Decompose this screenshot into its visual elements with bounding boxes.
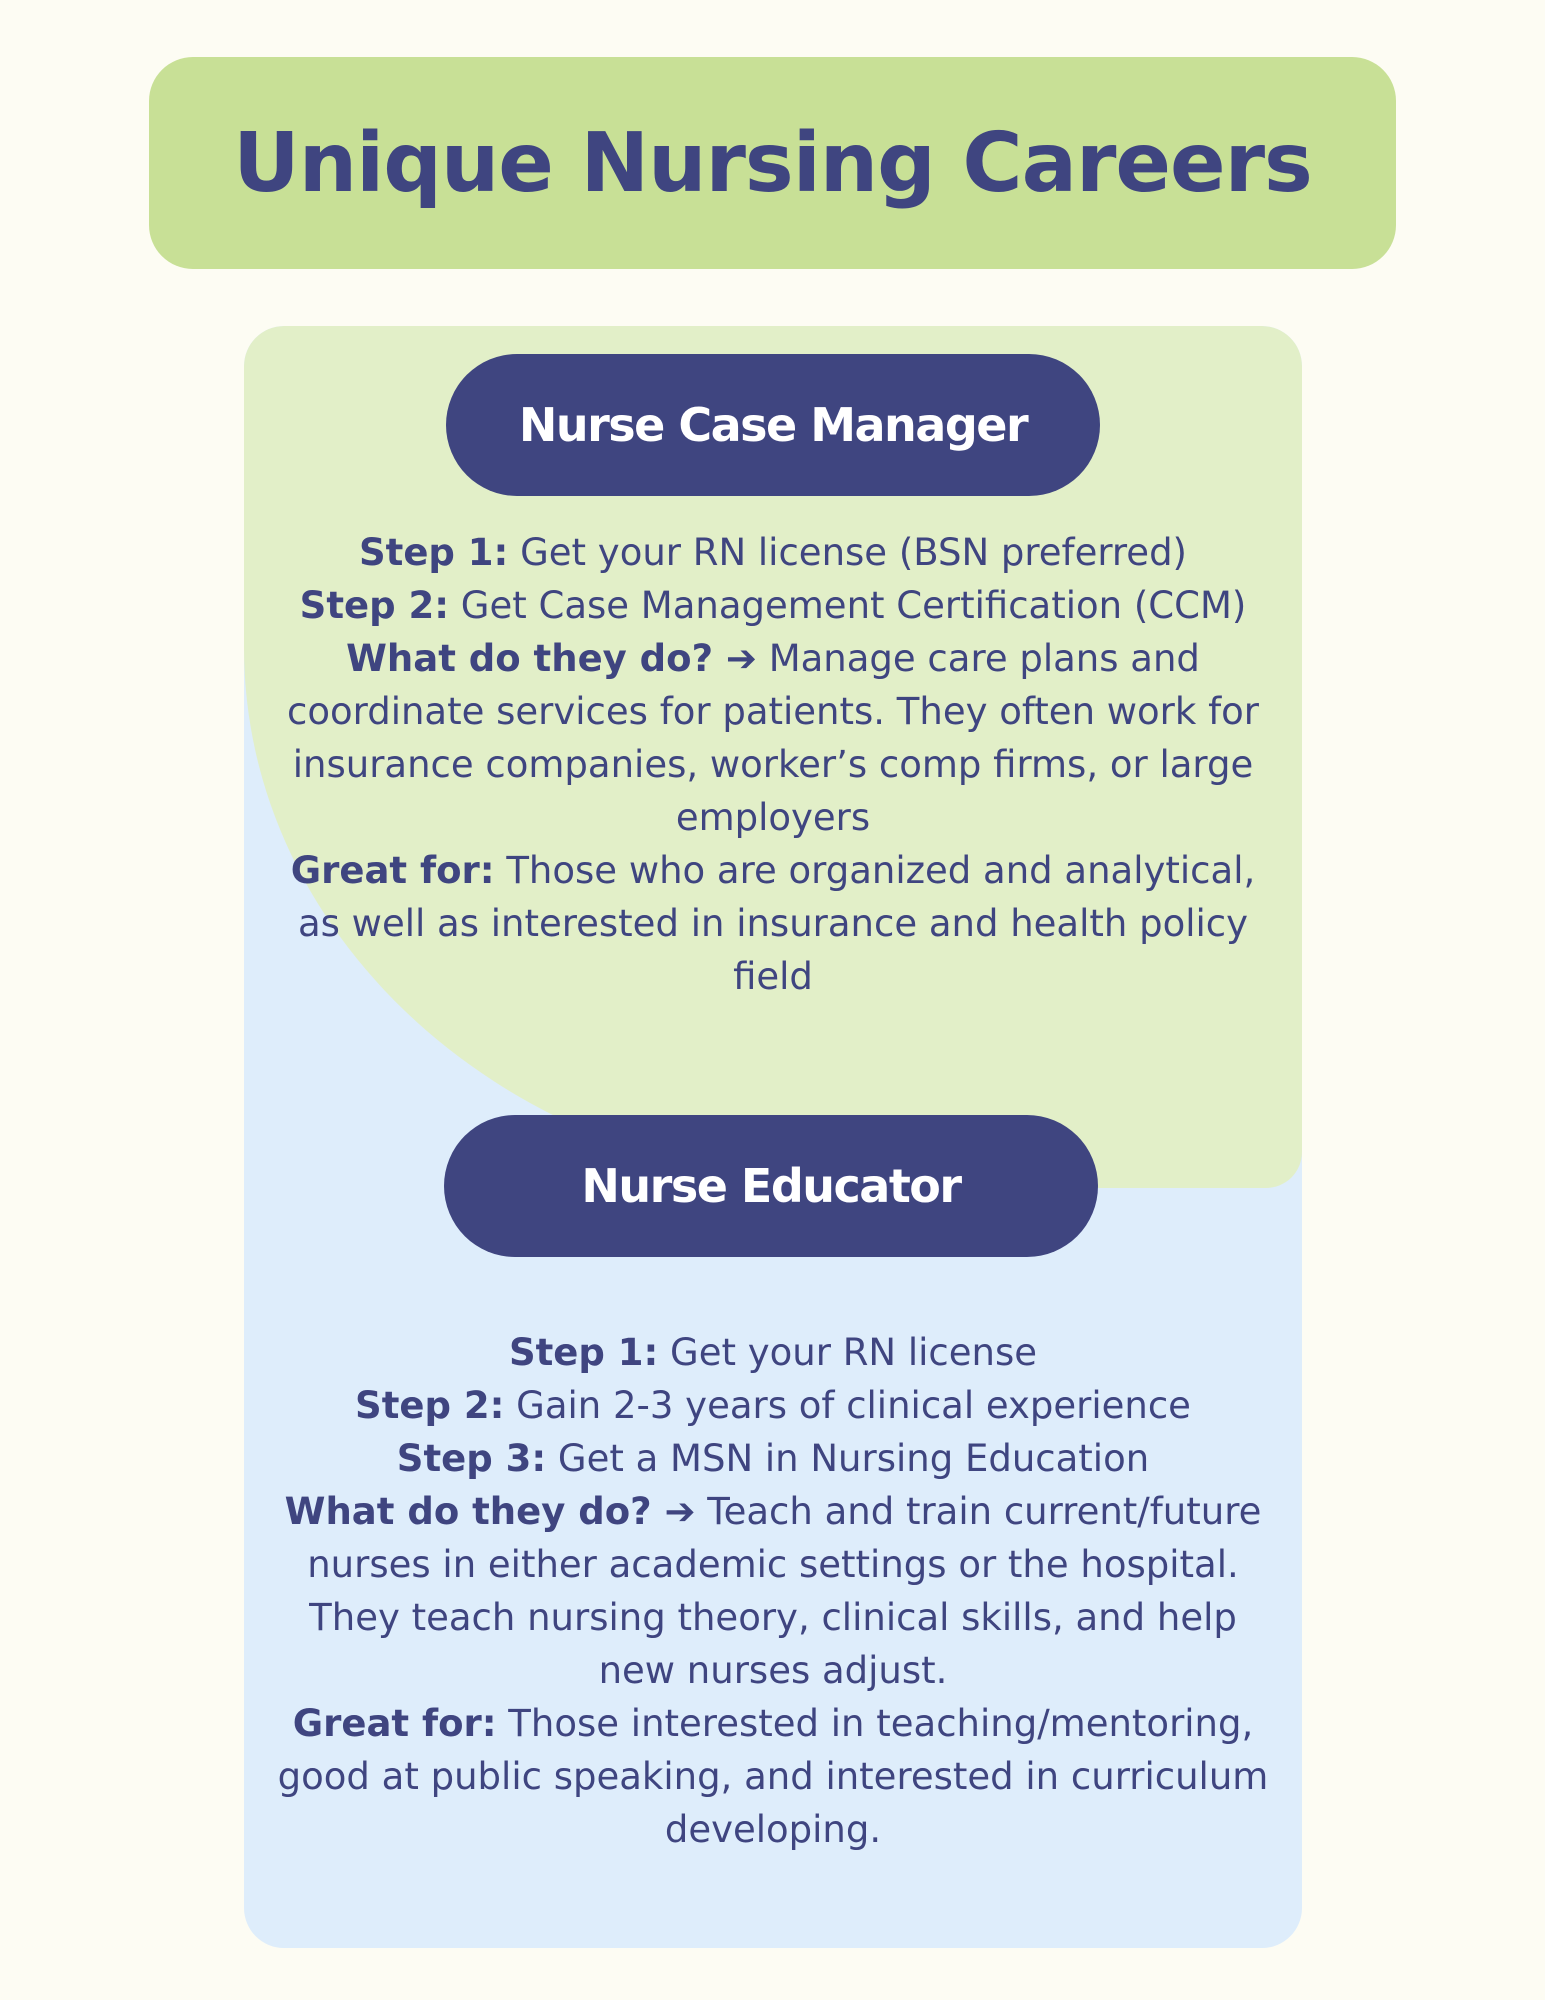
title-banner <box>149 57 1396 269</box>
career-details-educator <box>274 1326 1272 1856</box>
great-for-label: Great for: <box>290 849 495 892</box>
step-1-label: Step 1: <box>358 531 509 574</box>
step-1-line <box>274 1326 1272 1379</box>
great-for-text: Those who are organized and analytical, as well as interested in insurance and health policy field <box>297 849 1256 998</box>
what-they-do-text: Teach and train current/future nurses in either academic settings or the hospital. They teach nursing theory, clinical skills, and help new nurses adjust. <box>307 1490 1262 1692</box>
step-2-text: Gain 2-3 years of clinical experience <box>504 1384 1191 1427</box>
great-for-label: Great for: <box>292 1702 497 1745</box>
page-title: Unique Nursing Careers <box>233 115 1312 211</box>
career-heading-educator <box>444 1115 1098 1257</box>
career-heading-case-manager <box>446 354 1100 496</box>
step-2-line <box>274 579 1272 632</box>
step-3-text: Get a MSN in Nursing Education <box>546 1437 1150 1480</box>
step-2-label: Step 2: <box>299 584 450 627</box>
what-they-do-line <box>274 632 1272 844</box>
what-they-do-line <box>274 1485 1272 1697</box>
great-for-line <box>274 1697 1272 1856</box>
great-for-line <box>274 844 1272 1003</box>
step-2-label: Step 2: <box>355 1384 505 1427</box>
what-they-do-text: Manage care plans and coordinate services for patients. They often work for insurance companies, worker’s comp firms, or large employers <box>287 637 1259 839</box>
step-2-text: Get Case Management Certification (CCM) <box>449 584 1247 627</box>
step-3-line <box>274 1432 1272 1485</box>
step-1-line <box>274 526 1272 579</box>
step-1-text: Get your RN license <box>658 1331 1038 1374</box>
what-they-do-label: What do they do? ➔ <box>346 637 757 680</box>
great-for-text: Those interested in teaching/mentoring, good at public speaking, and interested in curriculum developing. <box>277 1702 1269 1851</box>
career-name: Nurse Educator <box>581 1159 961 1213</box>
step-1-text: Get your RN license (BSN preferred) <box>508 531 1187 574</box>
step-1-label: Step 1: <box>508 1331 659 1374</box>
career-name: Nurse Case Manager <box>518 398 1028 452</box>
what-they-do-label: What do they do? ➔ <box>284 1490 696 1533</box>
careers-card <box>244 326 1302 1948</box>
step-2-line <box>274 1379 1272 1432</box>
career-details-case-manager <box>274 526 1272 1003</box>
step-3-label: Step 3: <box>396 1437 547 1480</box>
